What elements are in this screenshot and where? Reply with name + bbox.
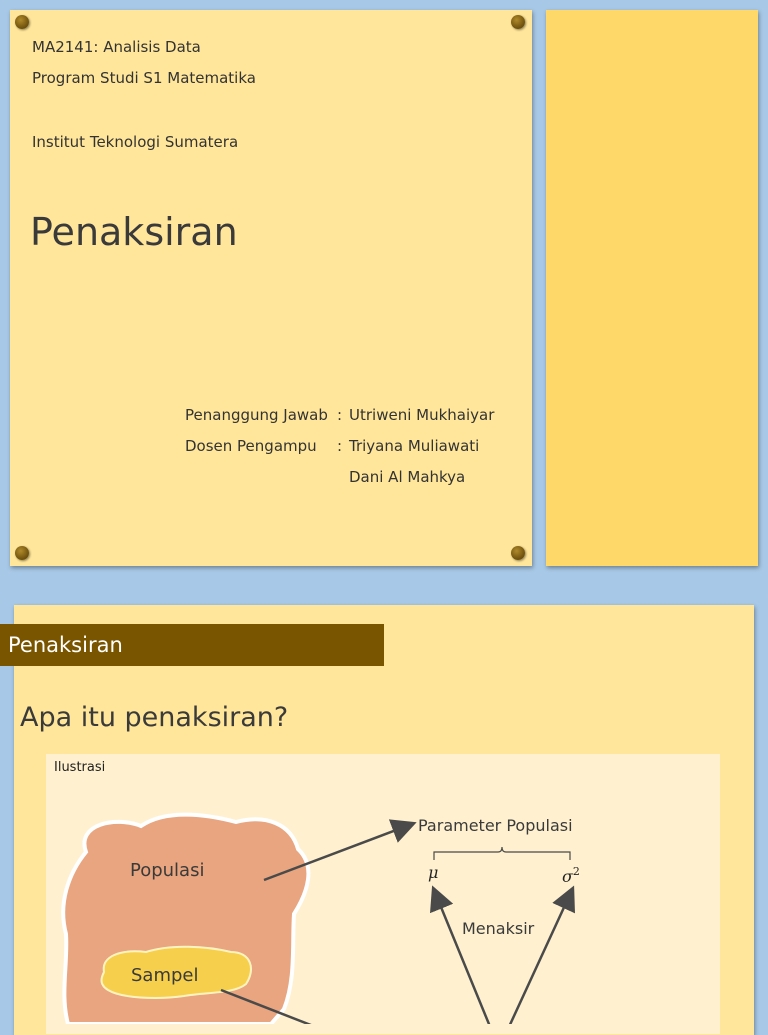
side-panel (546, 10, 758, 566)
estimate-arrow-mu (434, 890, 491, 1024)
mu-symbol: μ (428, 863, 439, 882)
credit-row (185, 406, 494, 437)
estimate-label: Menaksir (462, 919, 535, 938)
course-name: MA2141: Analisis Data (32, 38, 201, 56)
pin-icon (15, 546, 29, 560)
credit-sep: : (337, 406, 343, 424)
program-name: Program Studi S1 Matematika (32, 69, 256, 87)
section-banner: Penaksiran (0, 624, 384, 666)
illustration-label: Ilustrasi (54, 760, 106, 775)
credit-key: Penanggung Jawab (185, 406, 328, 424)
credit-row (185, 468, 494, 499)
pin-icon (511, 546, 525, 560)
credit-sep: : (337, 437, 343, 455)
illustration-diagram (46, 754, 720, 1024)
sample-label: Sampel (131, 965, 199, 986)
estimate-arrow-sigma (508, 890, 572, 1024)
parameter-label: Parameter Populasi (418, 816, 573, 835)
institute-name: Institut Teknologi Sumatera (32, 133, 239, 151)
credit-sep (337, 468, 349, 499)
pin-icon (15, 15, 29, 29)
population-label: Populasi (130, 860, 205, 881)
credit-key: Dosen Pengampu (185, 437, 317, 455)
credit-key (185, 468, 337, 499)
credit-value: Dani Al Mahkya (349, 468, 466, 486)
title-slide (10, 10, 532, 566)
credit-value: Triyana Muliawati (349, 437, 480, 455)
slide-heading: Apa itu penaksiran? (20, 702, 289, 733)
illustration-panel (46, 754, 720, 1034)
credit-row (185, 437, 494, 468)
credit-value: Utriweni Mukhaiyar (349, 406, 495, 424)
brace (434, 847, 570, 860)
slide-title: Penaksiran (30, 210, 238, 254)
sigma-symbol: $\sigma^2$ (562, 865, 580, 886)
credits (185, 406, 494, 499)
pin-icon (511, 15, 525, 29)
